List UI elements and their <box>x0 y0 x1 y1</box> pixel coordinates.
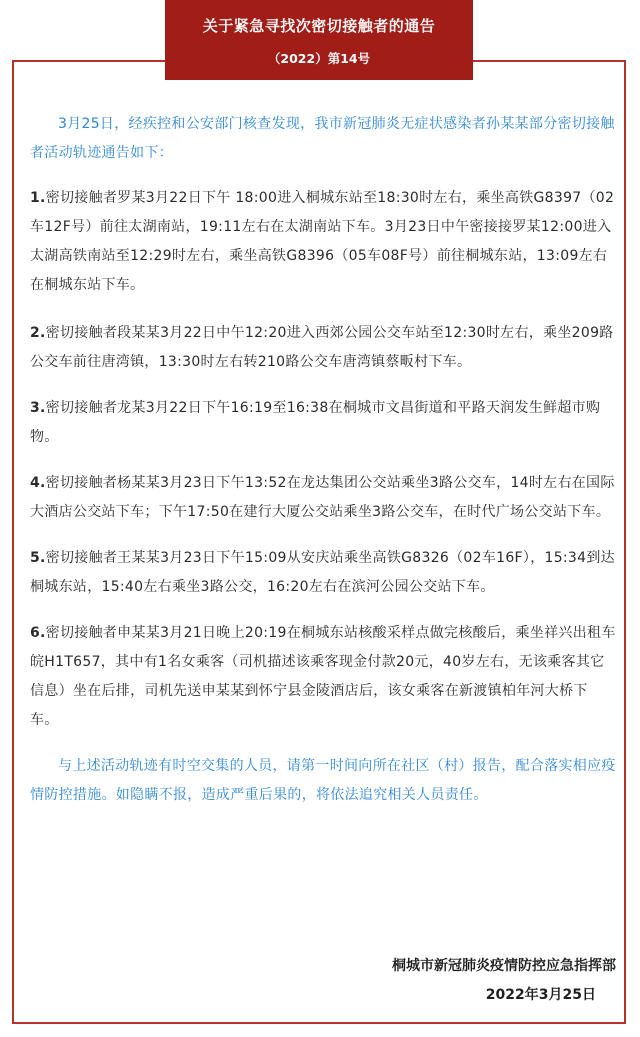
item-number: 3. <box>30 400 46 416</box>
item-text: 密切接触者段某某3月22日中午12:20进入西郊公园公交车站至12:30时左右，乘坐209路公交车前往唐湾镇，13:30时左右转210路公交车唐湾镇蔡畈村下车。 <box>30 325 614 370</box>
signature-block <box>392 952 616 1010</box>
intro-paragraph: 3月25日，经疾控和公安部门核查发现，我市新冠肺炎无症状感染者孙某某部分密切接触者活动轨迹通告如下： <box>30 116 615 161</box>
closing-paragraph: 与上述活动轨迹有时空交集的人员，请第一时间向所在社区（村）报告，配合落实相应疫情防控措施。如隐瞒不报，造成严重后果的，将依法追究相关人员责任。 <box>30 758 616 803</box>
notice-title: 关于紧急寻找次密切接触者的通告 <box>202 17 436 35</box>
issuing-organization: 桐城市新冠肺炎疫情防控应急指挥部 <box>392 958 616 974</box>
item-number: 1. <box>30 190 46 206</box>
item-text: 密切接触者杨某某3月23日下午13:52在龙达集团公交站乘坐3路公交车，14时左右在国际大酒店公交站下车；下午17:50在建行大厦公交站乘坐3路公交车，在时代广场公交站下车。 <box>30 475 615 520</box>
title-banner <box>165 0 473 80</box>
list-item <box>30 394 616 452</box>
list-item <box>30 544 616 602</box>
list-item <box>30 184 616 300</box>
issue-date: 2022年3月25日 <box>485 987 596 1003</box>
item-number: 4. <box>30 475 46 491</box>
notice-number: （2022）第14号 <box>267 51 371 66</box>
list-item <box>30 469 616 527</box>
item-number: 6. <box>30 625 46 641</box>
item-text: 密切接触者王某某3月23日下午15:09从安庆站乘坐高铁G8326（02车16F），15:34到达桐城东站，15:40左右乘坐3路公交，16:20左右在滨河公园公交站下车。 <box>30 550 615 595</box>
item-number: 5. <box>30 550 46 566</box>
item-text: 密切接触者罗某3月22日下午 18:00进入桐城东站至18:30时左右，乘坐高铁G8397（02车12F号）前往太湖南站，19:11左右在太湖南站下车。3月23日中午密接接罗某12:00进入太湖高铁南站至12:29时左右，乘坐高铁G8396（05车08F号）前往桐城东站，13:09左右在桐城东站下车。 <box>30 190 615 293</box>
list-item <box>30 619 616 735</box>
item-number: 2. <box>30 325 46 341</box>
list-item <box>30 319 616 377</box>
item-text: 密切接触者申某某3月21日晚上20:19在桐城东站核酸采样点做完核酸后，乘坐祥兴出租车皖H1T657，其中有1名女乘客（司机描述该乘客现金付款20元，40岁左右，无该乘客其它信息）坐在后排，司机先送申某某到怀宁县金陵酒店后，该女乘客在新渡镇柏年河大桥下车。 <box>30 625 616 728</box>
notice-body <box>30 110 616 810</box>
item-text: 密切接触者龙某3月22日下午16:19至16:38在桐城市文昌街道和平路天润发生鲜超市购物。 <box>30 400 601 445</box>
